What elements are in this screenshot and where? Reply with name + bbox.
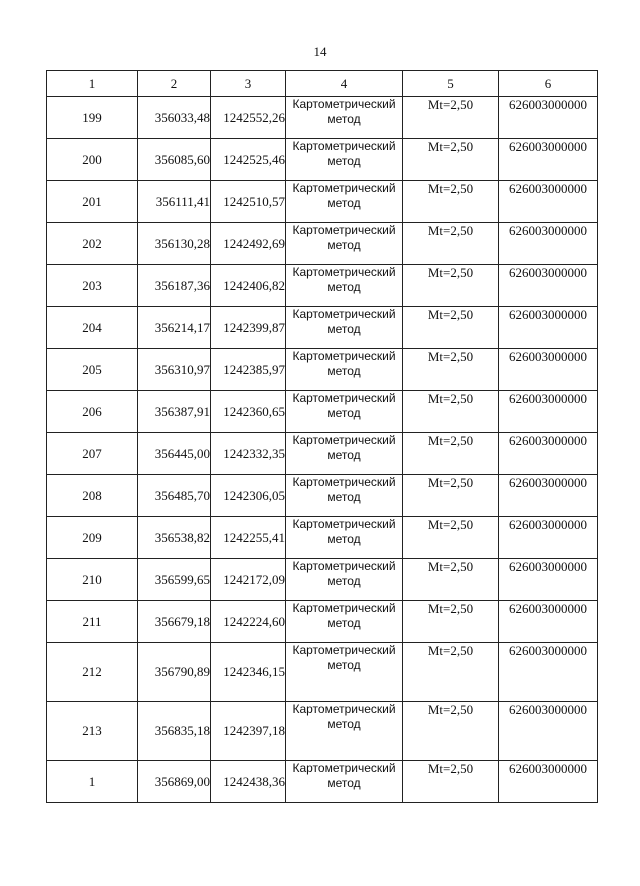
table-row (47, 223, 598, 265)
accuracy-cell: Mt=2,50 (403, 391, 499, 433)
column-header: 5 (403, 71, 499, 97)
x-coordinate: 356790,89 (138, 643, 211, 702)
point-number: 199 (47, 97, 138, 139)
column-header: 1 (47, 71, 138, 97)
table-row (47, 601, 598, 643)
y-coordinate: 1242397,18 (211, 702, 286, 761)
y-coordinate: 1242406,82 (211, 265, 286, 307)
accuracy-cell: Mt=2,50 (403, 223, 499, 265)
code-cell: 626003000000 (499, 475, 598, 517)
code-cell: 626003000000 (499, 643, 598, 702)
point-number: 205 (47, 349, 138, 391)
point-number: 212 (47, 643, 138, 702)
code-cell: 626003000000 (499, 139, 598, 181)
point-number: 202 (47, 223, 138, 265)
x-coordinate: 356485,70 (138, 475, 211, 517)
code-cell: 626003000000 (499, 265, 598, 307)
point-number: 207 (47, 433, 138, 475)
x-coordinate: 356085,60 (138, 139, 211, 181)
table-row (47, 97, 598, 139)
point-number: 201 (47, 181, 138, 223)
code-cell: 626003000000 (499, 223, 598, 265)
y-coordinate: 1242510,57 (211, 181, 286, 223)
method-cell: Картометрический метод (286, 433, 403, 475)
method-cell: Картометрический метод (286, 517, 403, 559)
point-number: 1 (47, 761, 138, 803)
accuracy-cell: Mt=2,50 (403, 601, 499, 643)
method-cell: Картометрический метод (286, 702, 403, 761)
table-row (47, 643, 598, 702)
method-cell: Картометрический метод (286, 391, 403, 433)
table-row (47, 181, 598, 223)
page-number: 14 (313, 44, 327, 59)
table-row (47, 307, 598, 349)
accuracy-cell: Mt=2,50 (403, 559, 499, 601)
x-coordinate: 356679,18 (138, 601, 211, 643)
y-coordinate: 1242525,46 (211, 139, 286, 181)
x-coordinate: 356869,00 (138, 761, 211, 803)
accuracy-cell: Mt=2,50 (403, 475, 499, 517)
table-row (47, 761, 598, 803)
x-coordinate: 356130,28 (138, 223, 211, 265)
x-coordinate: 356310,97 (138, 349, 211, 391)
table-row (47, 391, 598, 433)
table-row (47, 265, 598, 307)
point-number: 206 (47, 391, 138, 433)
y-coordinate: 1242399,87 (211, 307, 286, 349)
code-cell: 626003000000 (499, 181, 598, 223)
x-coordinate: 356387,91 (138, 391, 211, 433)
x-coordinate: 356111,41 (138, 181, 211, 223)
column-header: 4 (286, 71, 403, 97)
method-cell: Картометрический метод (286, 97, 403, 139)
method-cell: Картометрический метод (286, 265, 403, 307)
x-coordinate: 356445,00 (138, 433, 211, 475)
table-row (47, 475, 598, 517)
code-cell: 626003000000 (499, 391, 598, 433)
table-header-row (47, 71, 598, 97)
method-cell: Картометрический метод (286, 601, 403, 643)
method-cell: Картометрический метод (286, 307, 403, 349)
accuracy-cell: Mt=2,50 (403, 307, 499, 349)
y-coordinate: 1242492,69 (211, 223, 286, 265)
column-header: 3 (211, 71, 286, 97)
accuracy-cell: Mt=2,50 (403, 181, 499, 223)
x-coordinate: 356538,82 (138, 517, 211, 559)
accuracy-cell: Mt=2,50 (403, 433, 499, 475)
table-row (47, 349, 598, 391)
method-cell: Картометрический метод (286, 761, 403, 803)
point-number: 203 (47, 265, 138, 307)
table-row (47, 139, 598, 181)
method-cell: Картометрический метод (286, 139, 403, 181)
code-cell: 626003000000 (499, 601, 598, 643)
method-cell: Картометрический метод (286, 643, 403, 702)
point-number: 211 (47, 601, 138, 643)
accuracy-cell: Mt=2,50 (403, 643, 499, 702)
column-header: 6 (499, 71, 598, 97)
accuracy-cell: Mt=2,50 (403, 517, 499, 559)
accuracy-cell: Mt=2,50 (403, 349, 499, 391)
x-coordinate: 356599,65 (138, 559, 211, 601)
point-number: 213 (47, 702, 138, 761)
code-cell: 626003000000 (499, 349, 598, 391)
point-number: 200 (47, 139, 138, 181)
point-number: 209 (47, 517, 138, 559)
code-cell: 626003000000 (499, 517, 598, 559)
accuracy-cell: Mt=2,50 (403, 761, 499, 803)
y-coordinate: 1242360,65 (211, 391, 286, 433)
column-header: 2 (138, 71, 211, 97)
code-cell: 626003000000 (499, 307, 598, 349)
method-cell: Картометрический метод (286, 475, 403, 517)
y-coordinate: 1242438,36 (211, 761, 286, 803)
y-coordinate: 1242385,97 (211, 349, 286, 391)
y-coordinate: 1242306,05 (211, 475, 286, 517)
table-row (47, 702, 598, 761)
accuracy-cell: Mt=2,50 (403, 139, 499, 181)
accuracy-cell: Mt=2,50 (403, 702, 499, 761)
point-number: 204 (47, 307, 138, 349)
method-cell: Картометрический метод (286, 559, 403, 601)
table-row (47, 559, 598, 601)
code-cell: 626003000000 (499, 97, 598, 139)
method-cell: Картометрический метод (286, 349, 403, 391)
accuracy-cell: Mt=2,50 (403, 265, 499, 307)
point-number: 210 (47, 559, 138, 601)
coordinates-table (46, 70, 598, 803)
x-coordinate: 356187,36 (138, 265, 211, 307)
y-coordinate: 1242346,15 (211, 643, 286, 702)
table-row (47, 517, 598, 559)
code-cell: 626003000000 (499, 559, 598, 601)
code-cell: 626003000000 (499, 702, 598, 761)
code-cell: 626003000000 (499, 433, 598, 475)
y-coordinate: 1242552,26 (211, 97, 286, 139)
point-number: 208 (47, 475, 138, 517)
x-coordinate: 356835,18 (138, 702, 211, 761)
y-coordinate: 1242172,09 (211, 559, 286, 601)
code-cell: 626003000000 (499, 761, 598, 803)
y-coordinate: 1242255,41 (211, 517, 286, 559)
y-coordinate: 1242224,60 (211, 601, 286, 643)
table-row (47, 433, 598, 475)
accuracy-cell: Mt=2,50 (403, 97, 499, 139)
x-coordinate: 356214,17 (138, 307, 211, 349)
y-coordinate: 1242332,35 (211, 433, 286, 475)
x-coordinate: 356033,48 (138, 97, 211, 139)
method-cell: Картометрический метод (286, 223, 403, 265)
method-cell: Картометрический метод (286, 181, 403, 223)
